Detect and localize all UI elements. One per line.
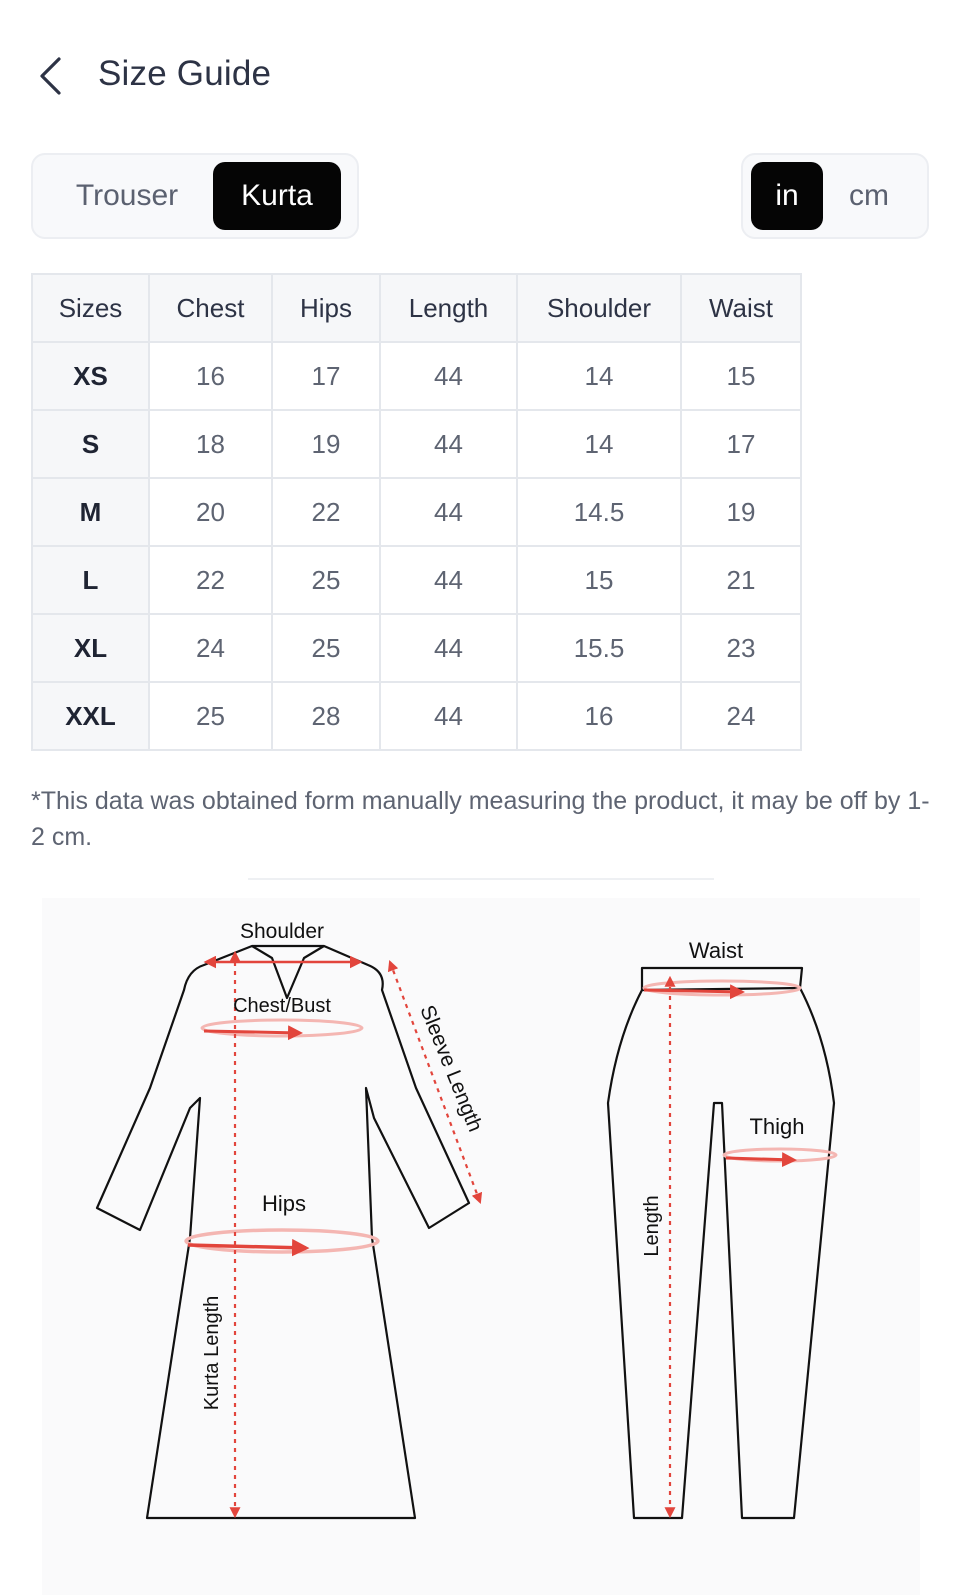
tab-kurta[interactable]: Kurta <box>213 162 341 230</box>
label-chest: Chest/Bust <box>233 995 331 1017</box>
table-cell: 22 <box>272 478 380 546</box>
table-cell: 25 <box>149 682 272 750</box>
unit-toggle <box>741 153 929 239</box>
table-cell: 15 <box>517 546 681 614</box>
label-waist: Waist <box>688 938 744 963</box>
table-cell: 44 <box>380 410 517 478</box>
table-cell: 24 <box>681 682 801 750</box>
header-waist: Waist <box>681 274 801 342</box>
kurta-chest-loop <box>202 1020 362 1036</box>
table-cell: 15 <box>681 342 801 410</box>
header-hips: Hips <box>272 274 380 342</box>
table-cell: 14 <box>517 410 681 478</box>
size-label: XL <box>32 614 149 682</box>
table-cell: 21 <box>681 546 801 614</box>
size-table <box>31 273 802 751</box>
size-label: S <box>32 410 149 478</box>
table-cell: 22 <box>149 546 272 614</box>
back-button[interactable] <box>30 54 70 98</box>
table-cell: 14.5 <box>517 478 681 546</box>
size-label: XS <box>32 342 149 410</box>
table-cell: 14 <box>517 342 681 410</box>
table-row <box>32 478 801 546</box>
table-row <box>32 682 801 750</box>
table-cell: 44 <box>380 546 517 614</box>
trouser-thigh-loop <box>724 1149 836 1161</box>
label-trouser-length: Length <box>641 1195 663 1257</box>
table-cell: 25 <box>272 614 380 682</box>
size-label: XXL <box>32 682 149 750</box>
table-cell: 28 <box>272 682 380 750</box>
table-cell: 18 <box>149 410 272 478</box>
table-cell: 19 <box>272 410 380 478</box>
label-hips: Hips <box>261 1191 307 1216</box>
header-sizes: Sizes <box>32 274 149 342</box>
unit-cm[interactable]: cm <box>849 179 889 212</box>
table-cell: 16 <box>149 342 272 410</box>
table-row <box>32 614 801 682</box>
table-cell: 17 <box>272 342 380 410</box>
label-thigh: Thigh <box>749 1114 805 1139</box>
table-cell: 44 <box>380 682 517 750</box>
measurement-note: *This data was obtained form manually measuring the product, it may be off by 1-2 cm. <box>31 787 930 851</box>
measurement-diagram <box>42 898 920 1595</box>
table-row <box>32 410 801 478</box>
kurta-hips-loop <box>186 1230 378 1252</box>
table-cell: 25 <box>272 546 380 614</box>
garment-toggle <box>31 153 359 239</box>
table-cell: 44 <box>380 478 517 546</box>
size-label: L <box>32 546 149 614</box>
table-header-row <box>32 274 801 342</box>
table-cell: 17 <box>681 410 801 478</box>
chevron-left-icon <box>37 56 63 96</box>
table-row <box>32 342 801 410</box>
header-length: Length <box>380 274 517 342</box>
size-label: M <box>32 478 149 546</box>
table-cell: 15.5 <box>517 614 681 682</box>
label-shoulder: Shoulder <box>239 920 325 943</box>
page-title: Size Guide <box>98 54 272 93</box>
header-chest: Chest <box>149 274 272 342</box>
table-cell: 23 <box>681 614 801 682</box>
divider <box>248 878 714 880</box>
table-row <box>32 546 801 614</box>
table-cell: 19 <box>681 478 801 546</box>
table-cell: 20 <box>149 478 272 546</box>
label-sleeve-length: Sleeve Length <box>415 1002 487 1136</box>
table-cell: 44 <box>380 342 517 410</box>
header <box>0 40 960 112</box>
header-shoulder: Shoulder <box>517 274 681 342</box>
table-cell: 44 <box>380 614 517 682</box>
label-kurta-length: Kurta Length <box>201 1295 223 1411</box>
table-cell: 24 <box>149 614 272 682</box>
table-cell: 16 <box>517 682 681 750</box>
diagram-canvas <box>42 898 920 1595</box>
tab-trouser[interactable]: Trouser <box>75 179 179 212</box>
unit-in[interactable]: in <box>751 162 823 230</box>
